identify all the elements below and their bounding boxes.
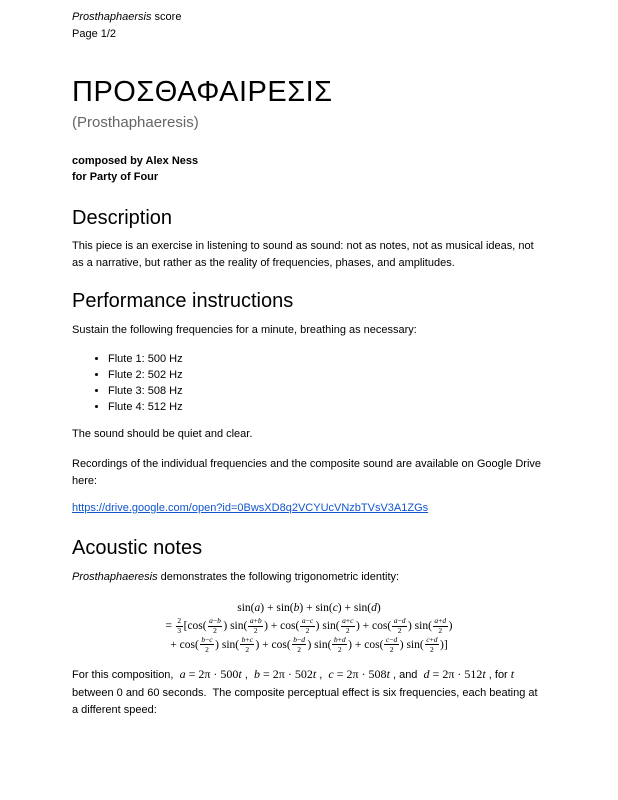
closing-math-segment: d: [423, 667, 430, 681]
heading-description: Description: [72, 207, 173, 229]
description-paragraph: This piece is an exercise in listening to sound as sound: not as notes, not as musical ideas, not as a narrative, but rather as the reality of frequencies, phases, and amplitudes.: [72, 240, 534, 269]
acoustic-intro: [72, 569, 546, 586]
equation-line3: + cos( $\frac{b-c}{2}$ ) sin( $\frac{b+c}{2}$ ) + cos( $\frac{b-d}{2}$ ) sin( $\frac{b+d}{2}$ ) + cos( $\frac{c-d}{2}$ ) sin( $\frac{c+d}{2}$ )]: [170, 634, 448, 654]
closing-math-segment: = 2π · 508: [333, 667, 387, 681]
drive-link-line: [72, 500, 546, 517]
document-subtitle: (Prosthaphaeresis): [72, 114, 199, 131]
byline: [72, 153, 546, 185]
list-item: • Flute 4: 512 Hz: [108, 399, 546, 415]
doc-header: [72, 9, 546, 42]
closing-math-segment: t: [510, 667, 515, 681]
acoustic-intro-rest: demonstrates the following trigonometric identity:: [157, 571, 400, 583]
closing-math-segment: t: [238, 667, 242, 681]
doc-header-suffix: score: [151, 11, 182, 23]
list-item: • Flute 2: 502 Hz: [108, 367, 546, 383]
frequency-list: [72, 351, 546, 415]
list-item: • Flute 3: 508 Hz: [108, 383, 546, 399]
closing-text-segment: ,: [316, 669, 329, 681]
equation-line2: = $\frac{2}{3}$ [cos( $\frac{a-b}{2}$ ) sin( $\frac{a+b}{2}$ ) + cos( $\frac{a-c}{2}$ ) sin( $\frac{a+c}{2}$ ) + cos( $\frac{a-d}{2}$ ) sin( $\frac{a+d}{2}$ ): [165, 616, 453, 636]
closing-text-segment: ,: [241, 669, 254, 681]
doc-header-title: Prosthaphaersis: [72, 11, 152, 23]
trig-identity-equation: [72, 599, 546, 654]
byline-ensemble: for Party of Four: [72, 171, 159, 183]
heading-acoustic-notes: Acoustic notes: [72, 537, 203, 559]
closing-text-segment: between 0 and 60 seconds. The composite perceptual effect is six frequencies, each beating at a different speed:: [72, 669, 541, 716]
document-title: ΠΡΟΣΘΑΦΑΙΡΕΣΙΣ: [72, 76, 333, 108]
closing-text-segment: , and: [389, 669, 424, 681]
heading-performance-instructions: Performance instructions: [72, 290, 294, 312]
closing-math-segment: t: [482, 667, 486, 681]
closing-math-segment: t: [312, 667, 317, 681]
page-number: Page 1/2: [72, 27, 117, 40]
closing-math-segment: = 2π · 512: [429, 667, 483, 681]
equation-line1: sin(a) + sin(b) + sin(c) + sin(d): [237, 602, 381, 614]
doc-header-line: [72, 9, 546, 26]
list-item: • Flute 1: 500 Hz: [108, 351, 546, 367]
drive-link[interactable]: https://drive.google.com/open?id=0BwsXD8q2VCYUcVNzbTVsV3A1ZGs: [72, 502, 429, 514]
closing-math-segment: t: [386, 667, 390, 681]
closing-math-segment: b: [254, 667, 260, 681]
closing-math-segment: a: [179, 667, 186, 681]
closing-math-segment: c: [328, 667, 334, 681]
sound-note: The sound should be quiet and clear.: [72, 428, 253, 440]
acoustic-intro-term: Prosthaphaeresis: [72, 571, 158, 583]
closing-paragraph: [72, 666, 546, 720]
performance-intro: Sustain the following frequencies for a minute, breathing as necessary:: [72, 324, 417, 336]
byline-composer: composed by Alex Ness: [72, 155, 199, 167]
closing-math-segment: = 2π · 502: [260, 667, 313, 681]
closing-text-segment: , for: [485, 669, 511, 681]
recordings-text: Recordings of the individual frequencies and the composite sound are available on Google Drive here:: [72, 458, 542, 487]
closing-math-segment: = 2π · 500: [185, 667, 239, 681]
closing-text-segment: For this composition,: [72, 669, 180, 681]
